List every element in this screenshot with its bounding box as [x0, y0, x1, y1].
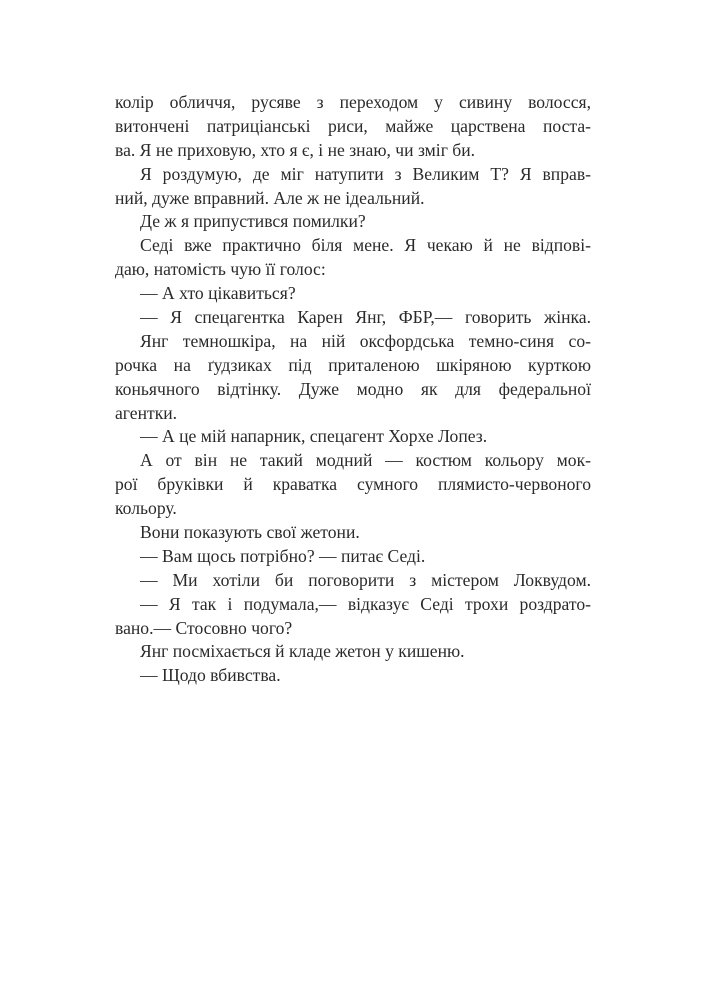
- text-line: — А хто цікавиться?: [140, 283, 296, 304]
- text-line: Я роздумую, де міг натупити з Великим Т? Я вправ-: [140, 163, 591, 184]
- book-page-text: [115, 91, 591, 688]
- text-line: — Я так і подумала,— відказує Седі трохи роздрато-: [140, 593, 591, 614]
- text-line: Де ж я припустився помилки?: [140, 211, 366, 232]
- text-line: даю, натомість чую її голос:: [115, 259, 326, 280]
- text-line: вано.— Стосовно чого?: [115, 617, 293, 638]
- text-line: рочка на ґудзиках під приталеною шкіряною курткою: [115, 354, 591, 375]
- text-line: — Я спецагентка Карен Янг, ФБР,— говорить жінка.: [140, 307, 591, 328]
- text-line: коньячного відтінку. Дуже модно як для федеральної: [115, 378, 591, 399]
- text-line: колір обличчя, русяве з переходом у сивину волосся,: [115, 92, 591, 112]
- text-line: рої бруківки й краватка сумного плямисто-червоного: [115, 474, 591, 495]
- text-line: Вони показують свої жетони.: [140, 522, 360, 543]
- text-line: витончені патриціанські риси, майже царствена поста-: [115, 115, 591, 136]
- text-line: — Ми хотіли би поговорити з містером Локвудом.: [140, 569, 591, 590]
- text-line: — Вам щось потрібно? — питає Седі.: [140, 545, 426, 566]
- text-line: Янг посміхається й кладе жетон у кишеню.: [140, 641, 465, 662]
- text-line: — Щодо вбивства.: [140, 665, 281, 686]
- text-line: ва. Я не приховую, хто я є, і не знаю, чи зміг би.: [115, 139, 476, 160]
- text-line: Седі вже практично біля мене. Я чекаю й не відпові-: [140, 235, 591, 256]
- text-line: Янг темношкіра, на ній оксфордська темно-синя со-: [140, 330, 591, 351]
- text-line: кольору.: [115, 498, 177, 519]
- text-line: А от він не такий модний — костюм кольору мок-: [140, 450, 591, 471]
- text-line: агентки.: [115, 402, 178, 423]
- text-line: — А це мій напарник, спецагент Хорхе Лопез.: [140, 426, 488, 447]
- text-line: ний, дуже вправний. Але ж не ідеальний.: [115, 187, 425, 208]
